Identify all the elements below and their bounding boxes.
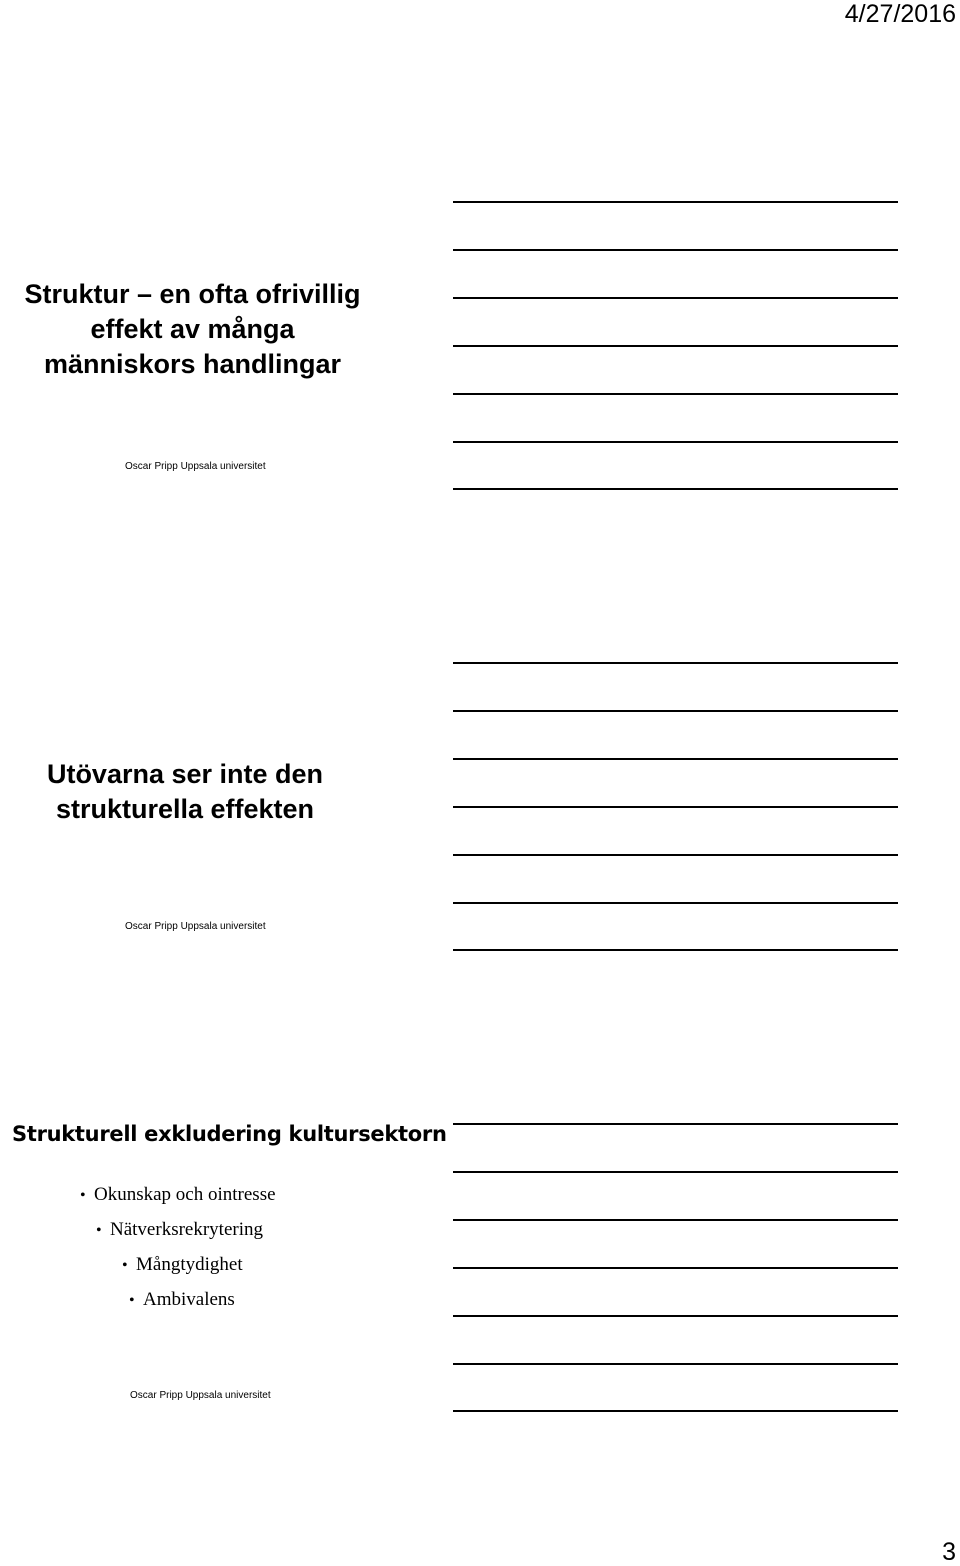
note-line: [453, 1363, 898, 1365]
list-item-text: Okunskap och ointresse: [94, 1184, 276, 1205]
note-line: [453, 201, 898, 203]
note-line: [453, 441, 898, 443]
note-line: [453, 1123, 898, 1125]
bullet-icon: •: [122, 1257, 128, 1274]
note-line: [453, 345, 898, 347]
note-line: [453, 758, 898, 760]
slide-3-title: Strukturell exkludering kultursektorn: [12, 1122, 447, 1146]
note-line: [453, 488, 898, 490]
note-line: [453, 1410, 898, 1412]
list-item: [96, 1218, 263, 1243]
note-line: [453, 297, 898, 299]
note-line: [453, 949, 898, 951]
list-item: [80, 1183, 276, 1208]
list-item-text: Mångtydighet: [136, 1254, 243, 1275]
bullet-icon: •: [129, 1292, 135, 1309]
list-item-text: Ambivalens: [143, 1289, 235, 1310]
slide-3-footer: Oscar Pripp Uppsala universitet: [130, 1390, 271, 1401]
note-line: [453, 1171, 898, 1173]
bullet-icon: •: [96, 1222, 102, 1239]
note-line: [453, 854, 898, 856]
slide-1: [0, 277, 400, 382]
note-line: [453, 1219, 898, 1221]
note-line: [453, 1315, 898, 1317]
slide-1-title: Struktur – en ofta ofrivillig effekt av många människors handlingar: [24, 279, 361, 379]
list-item: [122, 1253, 243, 1278]
slide-2: [0, 757, 400, 827]
slide-2-title: Utövarna ser inte den strukturella effekten: [46, 759, 324, 824]
list-item-text: Nätverksrekrytering: [110, 1219, 263, 1240]
note-line: [453, 249, 898, 251]
note-line: [453, 902, 898, 904]
slide-1-footer: Oscar Pripp Uppsala universitet: [125, 461, 266, 472]
list-item: [129, 1288, 235, 1313]
print-date: 4/27/2016: [844, 0, 956, 28]
slide-3: [0, 1120, 447, 1148]
note-line: [453, 1267, 898, 1269]
note-line: [453, 662, 898, 664]
slide-2-footer: Oscar Pripp Uppsala universitet: [125, 921, 266, 932]
page-number: 3: [942, 1538, 956, 1566]
note-line: [453, 393, 898, 395]
note-line: [453, 710, 898, 712]
note-line: [453, 806, 898, 808]
bullet-icon: •: [80, 1187, 86, 1204]
